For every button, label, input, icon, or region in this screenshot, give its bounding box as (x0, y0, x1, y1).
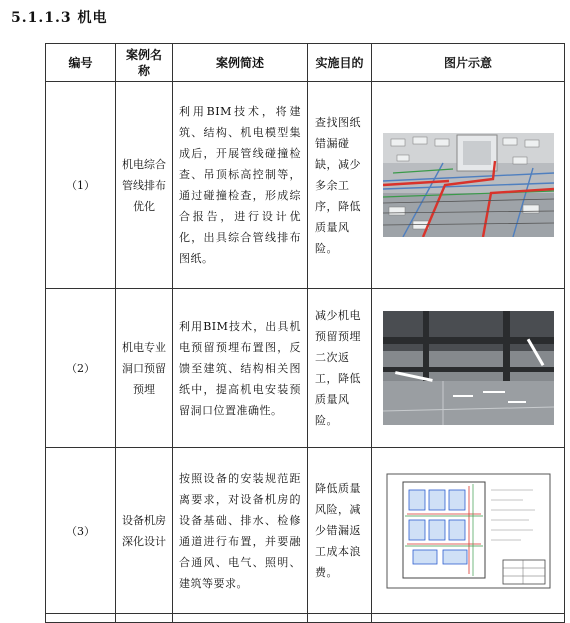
row-image-cell (372, 82, 565, 289)
row-case-name: 机电专业洞口预留预埋 (116, 289, 173, 448)
empty-cell (372, 614, 565, 623)
row-purpose: 查找图纸错漏碰缺，减少多余工序，降低质量风险。 (308, 82, 372, 289)
row-case-name: 设备机房深化设计 (116, 448, 173, 614)
row-image-cell (372, 289, 565, 448)
table-row (46, 82, 565, 289)
row-description: 按照设备的安装规范距离要求，对设备机房的设备基础、排水、检修通道进行布置，并要融合通风、电气、照明、建筑等要求。 (173, 448, 308, 614)
row-number: （2） (46, 289, 116, 448)
header-description: 案例简述 (173, 44, 308, 82)
table-row (46, 448, 565, 614)
empty-cell (173, 614, 308, 623)
row-case-name: 机电综合管线排布优化 (116, 82, 173, 289)
header-purpose: 实施目的 (308, 44, 372, 82)
table-header-row (46, 44, 565, 82)
empty-cell (46, 614, 116, 623)
row-number: （1） (46, 82, 116, 289)
row-description: 利用BIM技术，将建筑、结构、机电模型集成后，开展管线碰撞检查、吊顶标高控制等，通过碰撞检查，形成综合报告，进行设计优化，出具综合管线排布图纸。 (173, 82, 308, 289)
case-table (45, 43, 565, 623)
header-case-name: 案例名 称 (116, 44, 173, 82)
section-heading: 5.1.1.3 机电 (11, 10, 108, 26)
header-image: 图片示意 (372, 44, 565, 82)
bim-pipeline-model-image (383, 133, 554, 237)
row-purpose: 降低质量风险，减少错漏返工成本浪费。 (308, 448, 372, 614)
table-row (46, 614, 565, 623)
equipment-room-drawing-image (383, 470, 554, 592)
row-description: 利用BIM技术，出具机电预留预埋布置图，反馈至建筑、结构相关图纸中，提高机电安装预留洞口位置准确性。 (173, 289, 308, 448)
empty-cell (116, 614, 173, 623)
header-number: 编号 (46, 44, 116, 82)
empty-cell (308, 614, 372, 623)
row-image-cell (372, 448, 565, 614)
row-purpose: 减少机电预留预埋二次返工，降低质量风险。 (308, 289, 372, 448)
ceiling-openings-photo (383, 311, 554, 425)
row-number: （3） (46, 448, 116, 614)
table-row (46, 289, 565, 448)
